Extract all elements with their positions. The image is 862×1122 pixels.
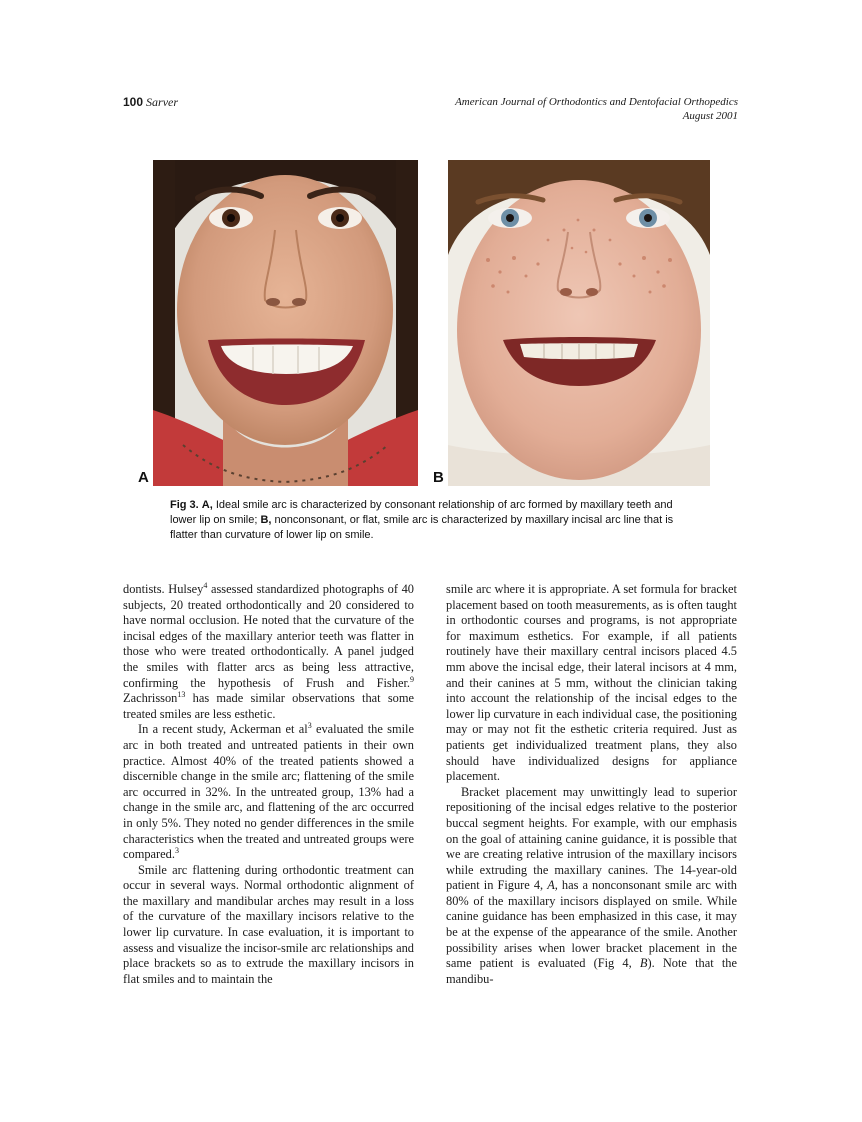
text-run: assessed standardized photographs of 40 subjects, 20 treated orthodontically and 20 considered to have normal occlusion. He noted that the curvature of the incisal edges of the maxillary anterior teeth was flatter in those who were treated orthodontically. A panel judged the smiles with flatter arcs as being less attractive, confirming the hypothesis of Frush and Fisher. [123, 582, 414, 690]
reference-superscript: 3 [307, 721, 312, 731]
caption-fig-label: Fig 3. [170, 499, 199, 511]
text-run: ). Note that the mandibu- [446, 956, 737, 986]
figure-photo-a [153, 160, 418, 486]
paragraph [446, 785, 737, 988]
text-run: has a nonconsonant smile arc with 80% of the maxillary incisors displayed on smile. While canine guidance has been emphasized in this case, it may be at the expense of the appearance of the smile. Another possibility arises when lower bracket placement in the same patient is evaluated (Fig 4, [446, 878, 738, 971]
reference-superscript: 4 [203, 581, 208, 590]
issue-date: August 2001 [682, 110, 738, 122]
journal-title: American Journal of Orthodontics and Dentofacial Orthopedics [455, 96, 738, 108]
panel-label-a: A [138, 469, 149, 486]
text-run: Bracket placement may unwittingly lead to superior repositioning of the incisal edges relative to the posterior buccal segment heights. For example, with our emphasis on the goal of attaining canine guidance, it is possible that we are creating relative intrusion of the maxillary incisors while extruding the maxillary canines. The 14-year-old patient in Figure 4, [446, 784, 737, 893]
figure-photo-b [448, 160, 710, 486]
text-run: Zachrisson [123, 691, 178, 706]
paragraph: smile arc where it is appropriate. A set formula for bracket placement based on tooth measurements, as is often taught in orthodontic courses and programs, is not appropriate for maximum esthetics. For example, if all patients routinely have their maxillary central incisors placed 4.5 mm above the incisal edge, their lateral incisors at 4 mm, and their canines at 5 mm, without the clinician taking into account the relationship of the incisal edges to the lower lip curvature in each individual case, the positioning may or may not fit the esthetic criteria required. Just as patients get individualized treatment plans, they also should have individualized designs for appliance placement. [446, 582, 737, 784]
figure-reference: B [639, 956, 648, 971]
text-run: In a recent study, Ackerman et al [138, 722, 308, 737]
running-header-left [123, 95, 178, 109]
body-column-right [446, 582, 737, 987]
running-header-right [378, 95, 738, 123]
caption-a-label: A, [201, 499, 213, 511]
paragraph: Smile arc flattening during orthodontic treatment can occur in several ways. Normal orthodontic alignment of the maxillary and mandibular arches may result in a loss of the curvature of the maxillary incisors relative to the lower lip curvature. In case evaluation, it is important to assess and visualize the incisor-smile arc relationships and place brackets so as to extrude the maxillary incisors in flat smiles and to maintain the [123, 862, 414, 986]
panel-label-b: B [433, 469, 444, 486]
paragraph [123, 722, 414, 862]
body-column-left [123, 582, 414, 987]
figure-reference: A, [547, 878, 558, 893]
text-run: evaluated the smile arc in both treated and untreated patients in their own practice. Almost 40% of the treated patients showed a discernible change in the smile arc; flattening of the smile arc occurred in 32%. In the untreated group, 13% had a change in the smile arc, and flattening of the arc occurred in only 5%. They noted no gender differences in the smile characteristics when the treated and untreated groups were compared. [123, 722, 414, 862]
paragraph [123, 582, 414, 722]
caption-a-text: Ideal smile arc is characterized by consonant relationship of arc formed by maxillary teeth and lower lip on smile; [170, 499, 673, 526]
face-portrait-a-image [153, 160, 418, 486]
reference-superscript: 3 [174, 846, 179, 856]
caption-b-text: nonconsonant, or flat, smile arc is characterized by maxillary incisal arc line that is flatter than curvature of lower lip on smile. [170, 514, 674, 541]
reference-superscript: 13 [177, 690, 186, 700]
face-portrait-b-image [448, 160, 710, 486]
running-author: Sarver [146, 95, 179, 109]
reference-superscript: 9 [410, 674, 414, 684]
figure-caption [170, 498, 700, 543]
page-number: 100 [123, 95, 144, 109]
caption-b-label: B, [260, 514, 272, 526]
text-run: dontists. Hulsey [123, 582, 204, 596]
text-run: has made similar observations that some treated smiles are less esthetic. [123, 691, 414, 721]
